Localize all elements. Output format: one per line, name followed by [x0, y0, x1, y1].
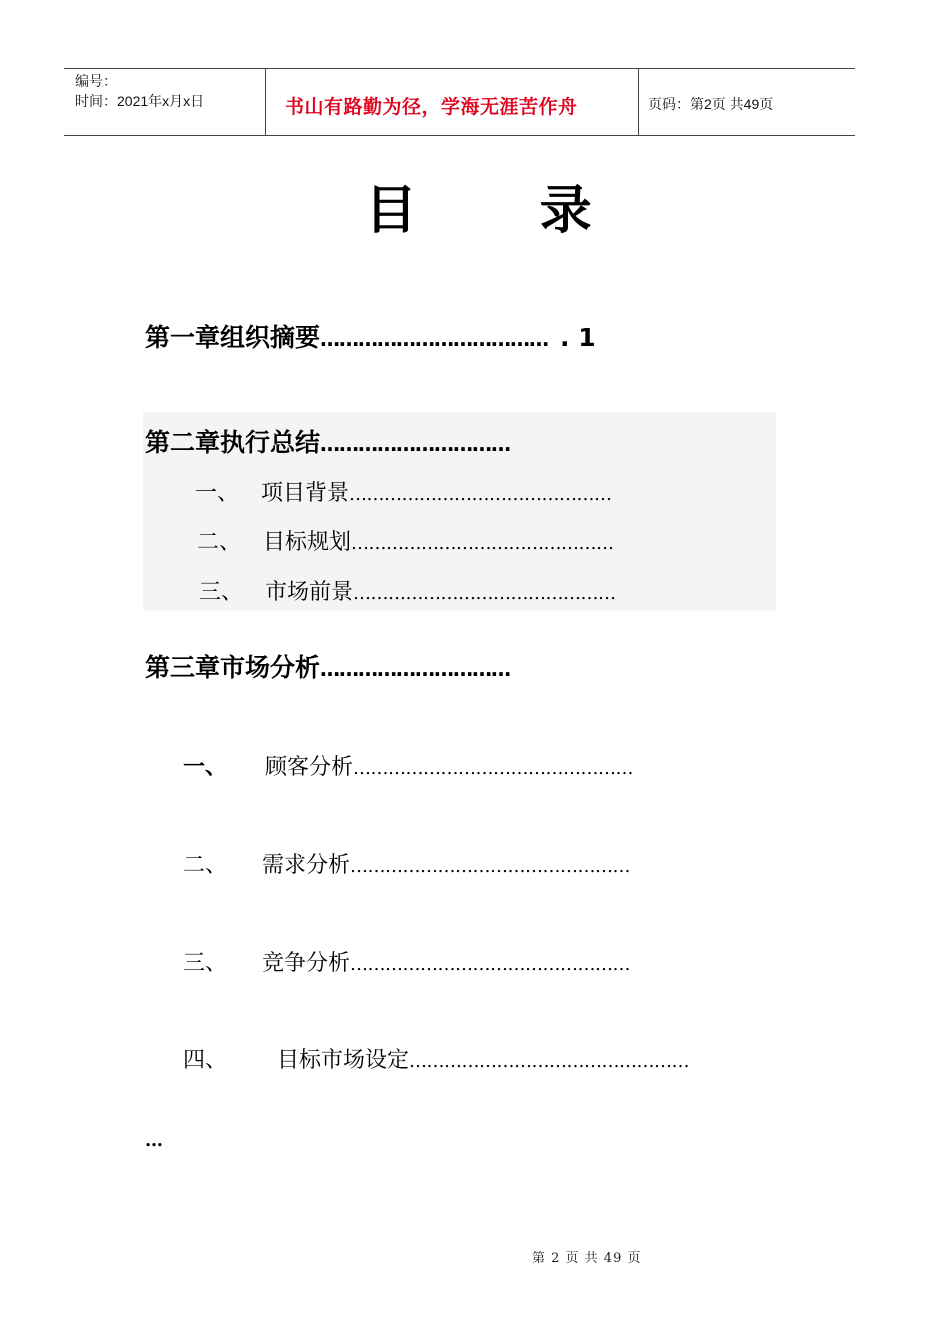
toc-chapter-3: [145, 648, 510, 684]
toc-item-3-2: [183, 848, 630, 879]
leader-dots: …………………………………………: [350, 856, 631, 877]
serial-label: 编号：: [75, 73, 117, 89]
chapter-name: 市场分析: [220, 653, 321, 682]
chapter-label: 第二章: [145, 428, 221, 457]
leader-dots: …………………………: [320, 432, 511, 456]
item-number: 三、: [199, 580, 244, 605]
toc-item-2-1: [195, 476, 612, 507]
toc-chapter-2: [145, 423, 510, 459]
item-name: 目标市场设定: [277, 1048, 410, 1073]
toc-item-2-3: [199, 575, 616, 606]
header-divider-2: [638, 69, 639, 136]
toc-chapter-1: [145, 318, 596, 354]
item-number: 二、: [197, 530, 242, 555]
item-name: 项目背景: [261, 481, 350, 506]
leader-dots: …………………………………………: [409, 1051, 690, 1072]
chapter-page: . 1: [560, 323, 596, 352]
item-number: 四、: [183, 1048, 228, 1073]
leader-dots: …………………………………………: [350, 954, 631, 975]
header-page-info: 页码：第2页 共49页: [648, 96, 774, 112]
leader-dots: ………………………………………: [351, 533, 614, 554]
chapter-label: 第三章: [145, 653, 221, 682]
leader-dots: ………………………………: [320, 327, 549, 351]
header-divider-1: [265, 69, 266, 136]
toc-item-3-3: [183, 946, 630, 977]
item-name: 市场前景: [265, 580, 354, 605]
header-bottom-rule: [64, 135, 855, 136]
chapter-name: 组织摘要: [220, 323, 321, 352]
toc-item-3-1: [183, 750, 633, 781]
leader-dots: ………………………………………: [349, 484, 612, 505]
chapter-name: 执行总结: [220, 428, 321, 457]
item-name: 顾客分析: [265, 755, 354, 780]
toc-item-2-2: [197, 525, 614, 556]
item-number: 一、: [183, 755, 228, 780]
item-number: 三、: [183, 951, 228, 976]
leader-dots: …………………………: [320, 657, 511, 681]
header-motto: 书山有路勤为径，学海无涯苦作舟: [285, 96, 578, 118]
time-label: 时间：2021年x月x日: [75, 93, 205, 109]
leader-dots: ………………………………………: [353, 583, 616, 604]
item-number: 二、: [183, 853, 228, 878]
chapter-label: 第一章: [145, 323, 221, 352]
item-name: 需求分析: [262, 853, 351, 878]
page-title: [365, 168, 594, 243]
header-top-rule: [64, 68, 855, 69]
toc-item-3-4: [183, 1043, 689, 1074]
item-name: 竞争分析: [262, 951, 351, 976]
item-number: 一、: [195, 481, 240, 506]
leader-dots: …………………………………………: [353, 758, 634, 779]
overflow-dots: …: [145, 1130, 163, 1151]
title-text: 目 录: [365, 181, 594, 241]
item-name: 目标规划: [263, 530, 352, 555]
page-footer: 第 2 页 共 49 页: [532, 1251, 642, 1266]
